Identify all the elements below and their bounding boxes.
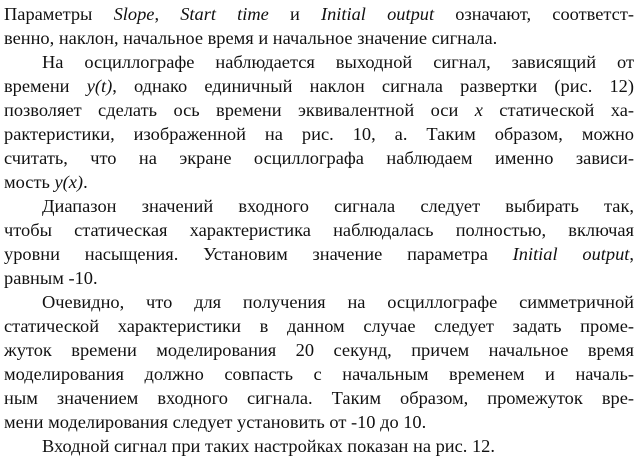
paragraph-3-line-4	[4, 266, 634, 290]
paragraph-2-line-2	[4, 74, 634, 98]
text-run: рактеристики, изображенной на рис. 10, а. Таким образом, можно	[4, 124, 634, 144]
term-y-of-t: y(t)	[86, 76, 113, 96]
text-run: мость	[4, 172, 55, 192]
paragraph-4-line-6	[4, 410, 634, 434]
paragraph-4-line-4	[4, 362, 634, 386]
text-run: моделирования должно совпасть с начальным временем и началь-	[4, 364, 634, 384]
text-run: чтобы статическая характеристика наблюдалась полностью, включая	[4, 220, 634, 240]
term-slope: Slope	[113, 4, 155, 24]
text-run: ным значением входного сигнала. Таким образом, промежуток вре-	[4, 388, 634, 408]
text-run: означают, соответст-	[434, 4, 634, 24]
paragraph-3-line-3	[4, 242, 634, 266]
text-run: .	[83, 172, 88, 192]
term-x: x	[474, 100, 483, 120]
paragraph-1-line-3	[4, 26, 634, 50]
text-run: , однако единичный наклон сигнала развертки (рис. 12)	[112, 76, 634, 96]
text-run: Диапазон значений входного сигнала следует выбирать так,	[42, 196, 634, 216]
text-run: Очевидно, что для получения на осциллографе симметричной	[42, 292, 634, 312]
paragraph-2-line-3	[4, 98, 634, 122]
text-run: статической характеристики в данном случае следует задать проме-	[4, 316, 634, 336]
term-initial-output: Initial output	[512, 244, 630, 264]
text-run: жуток времени моделирования 20 секунд, причем начальное время	[4, 340, 634, 360]
term-y-of-x: y(x)	[54, 172, 84, 192]
paragraph-3-line-2	[4, 218, 634, 242]
paragraph-2-line-4	[4, 122, 634, 146]
paragraph-2-line-6	[4, 170, 634, 194]
text-run: времени	[4, 76, 87, 96]
text-run: статической ха-	[482, 100, 634, 120]
paragraph-3-line-1	[42, 194, 634, 218]
paragraph-4-line-2	[4, 314, 634, 338]
paragraph-4-line-1	[42, 290, 634, 314]
term-initial-output: Initial output	[320, 4, 435, 24]
text-run: Входной сигнал при таких настройках показан на рис. 12.	[42, 436, 495, 456]
text-run: и	[268, 4, 321, 24]
text-run: венно, наклон, начальное время и начальное значение сигнала.	[4, 28, 498, 48]
text-run: позволяет сделать ось времени эквивалентной оси	[4, 100, 475, 120]
text-run: На осциллографе наблюдается выходной сигнал, зависящий от	[42, 52, 634, 72]
paragraph-2-line-5	[4, 146, 634, 170]
text-run: равным -10.	[4, 268, 98, 288]
paragraph-1-line-2	[4, 2, 634, 26]
text-run: Параметры	[4, 4, 114, 24]
term-start-time: Start time	[180, 4, 269, 24]
text-run: уровни насыщения. Установим значение параметра	[4, 244, 513, 264]
text-run: ,	[154, 4, 181, 24]
paragraph-4-line-3	[4, 338, 634, 362]
text-run: ,	[629, 244, 634, 264]
text-run: мени моделирования следует установить от -10 до 10.	[4, 412, 427, 432]
paragraph-5-line-1	[42, 434, 634, 458]
text-run: считать, что на экране осциллографа наблюдаем именно зависи-	[4, 148, 634, 168]
paragraph-4-line-5	[4, 386, 634, 410]
paragraph-2-line-1	[42, 50, 634, 74]
